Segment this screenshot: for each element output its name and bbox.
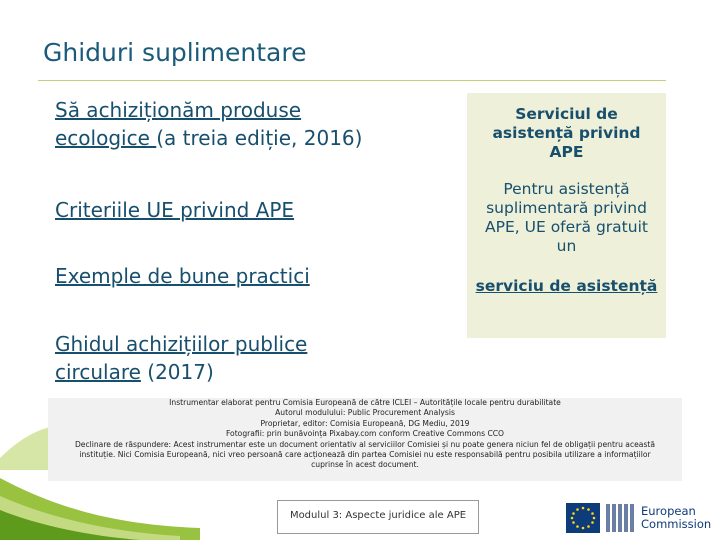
circular-procurement-link-cont[interactable]: circulare (55, 360, 141, 384)
module-footer: Modulul 3: Aspecte juridice ale APE (277, 500, 479, 534)
good-practices-link[interactable]: Exemple de bune practici (55, 264, 310, 288)
helpdesk-box (467, 93, 666, 338)
circular-procurement-year: (2017) (140, 360, 214, 384)
credits-disclaimer: Declinare de răspundere: Acest instrumentar este un document orientativ al serviciilor Comisiei și nu poate genera niciun fel de obligații pentru această instituție. Nici Comisia Europeană, nici vreo persoană care acționează din partea Comisiei nu este responsabilă pentru posibila utilizare a informațiilor cuprinse în acest document. (74, 439, 656, 470)
helpdesk-title: Serviciul de asistență privind APE (492, 105, 641, 161)
eu-gpp-criteria-link[interactable]: Criteriile UE privind APE (55, 198, 295, 222)
credits-line-2: Autorul modulului: Public Procurement Analysis (275, 408, 455, 418)
list-item-good-practices[interactable] (55, 262, 455, 290)
list-item-circular-procurement (55, 330, 455, 386)
slide-title: Ghiduri suplimentare (43, 38, 307, 67)
credits-line-1: Instrumentar elaborat pentru Comisia Europeană de către ICLEI – Autoritățile locale pentru durabilitate (169, 398, 561, 407)
green-purchasing-link[interactable]: Să achiziționăm produse (55, 98, 302, 122)
green-purchasing-edition: (a treia ediție, 2016) (156, 126, 363, 150)
list-item-green-purchasing (55, 96, 455, 152)
title-divider (38, 80, 666, 81)
helpdesk-body: Pentru asistență suplimentară privind APE, UE oferă gratuit un (485, 180, 648, 255)
helpdesk-link[interactable]: serviciu de asistență (475, 277, 658, 295)
european-commission-wordmark: European Commission (641, 504, 712, 531)
circular-procurement-link[interactable]: Ghidul achizițiilor publice (55, 332, 308, 356)
credits-line-3: Proprietar, editor: Comisia Europeană, DG Mediu, 2019 (260, 418, 470, 428)
list-item-eu-gpp-criteria[interactable] (55, 196, 455, 224)
credits-line-4: Fotografii: prin bunăvoința Pixabay.com conform Creative Commons CCO (225, 429, 505, 439)
green-purchasing-link-cont[interactable]: ecologice (55, 126, 157, 150)
credits-panel (48, 398, 682, 481)
